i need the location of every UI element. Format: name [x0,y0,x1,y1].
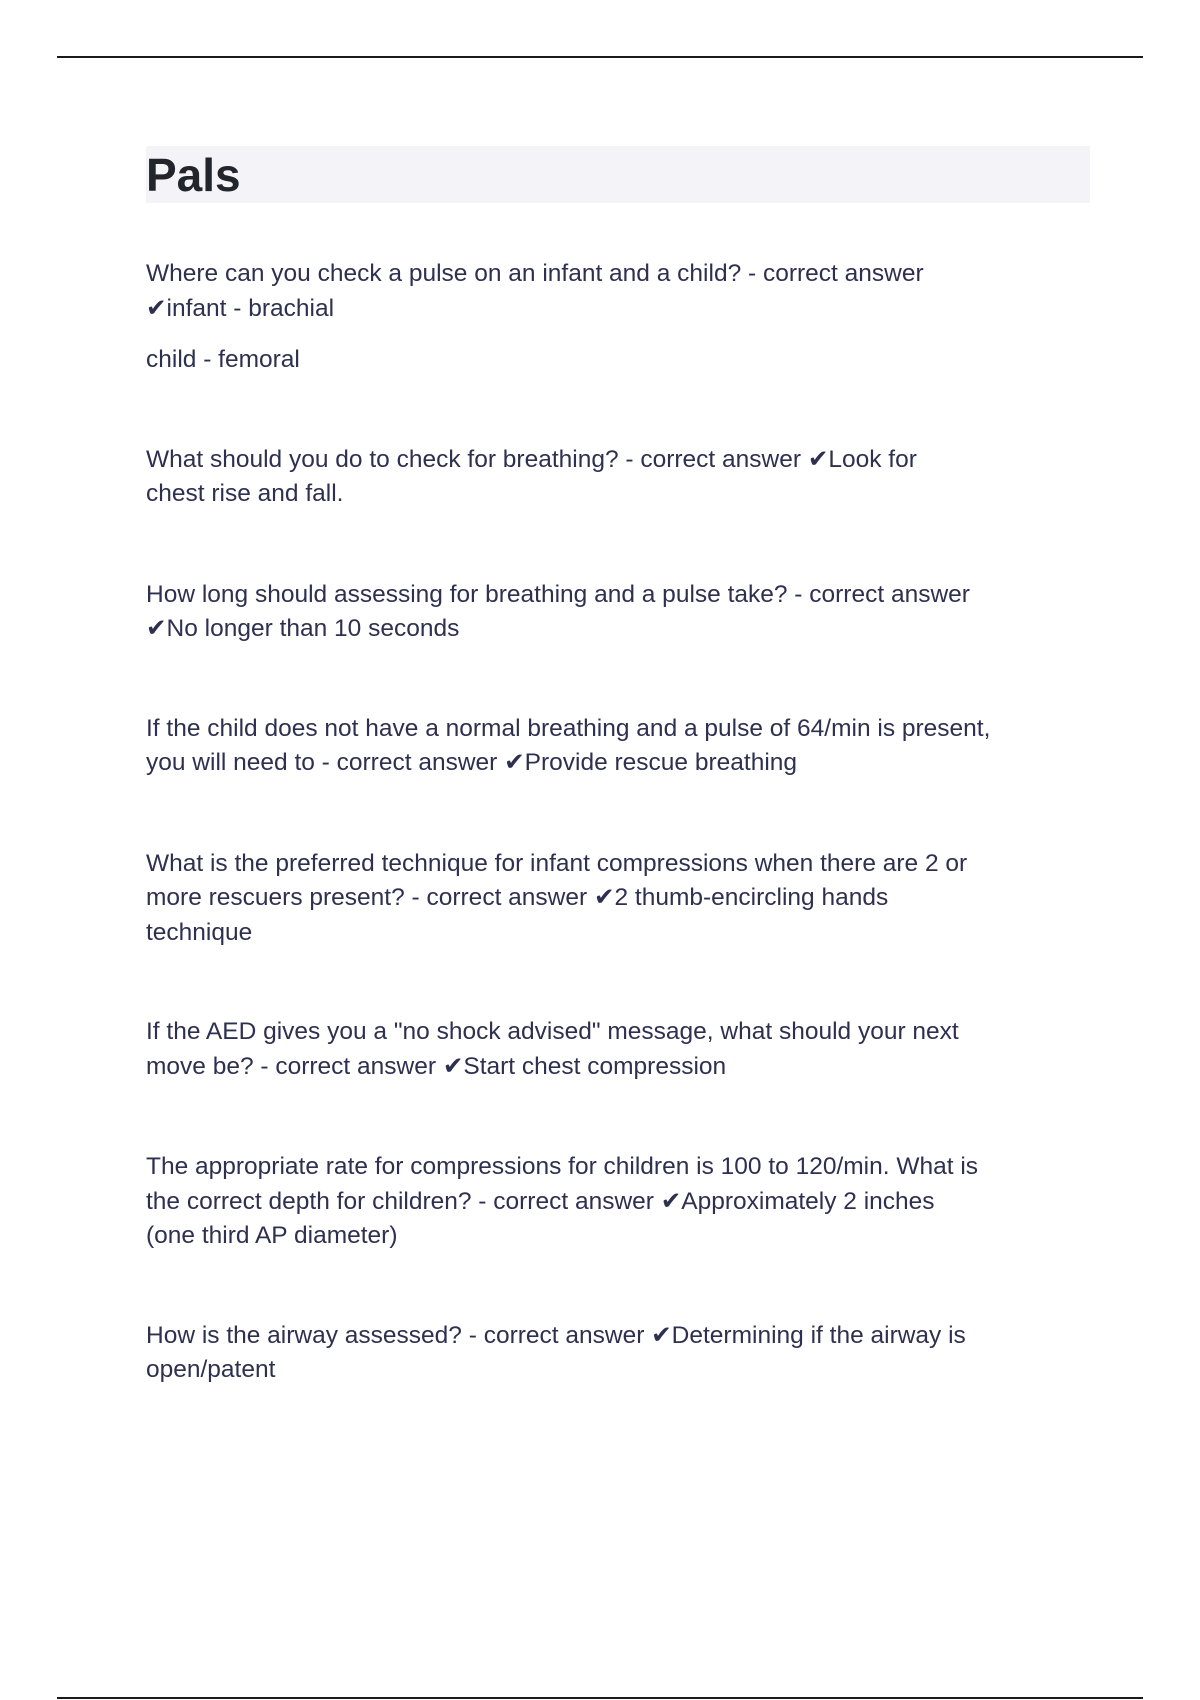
qa-text: If the child does not have a normal breathing and a pulse of 64/min is present, you will need to - correct answer ✔Provide rescue breathing [146,714,991,776]
qa-text: Where can you check a pulse on an infant and a child? - correct answer ✔infant - brachial [146,260,924,322]
qa-item [146,578,1090,647]
qa-item [146,257,1090,378]
page-title: Pals [146,148,241,201]
qa-item [146,1015,1090,1084]
top-rule [57,56,1143,58]
qa-item [146,1150,1090,1254]
qa-item [146,1319,1090,1388]
qa-text: What is the preferred technique for infant compressions when there are 2 or more rescuers present? - correct answer ✔2 thumb-encircling hands technique [146,849,968,946]
title-bar [146,146,1090,203]
bottom-rule [57,1697,1143,1699]
qa-text: If the AED gives you a "no shock advised" message, what should your next move be? - correct answer ✔Start chest compression [146,1018,959,1080]
qa-item [146,443,1090,512]
qa-item [146,847,1090,951]
qa-text: The appropriate rate for compressions for children is 100 to 120/min. What is the correct depth for children? - correct answer ✔Approximately 2 inches (one third AP diameter) [146,1153,979,1249]
document-body [146,146,1090,1388]
qa-text: How long should assessing for breathing and a pulse take? - correct answer ✔No longer than 10 seconds [146,580,970,642]
qa-text: How is the airway assessed? - correct answer ✔Determining if the airway is open/patent [146,1321,966,1383]
qa-item [146,712,1090,781]
qa-text: What should you do to check for breathing? - correct answer ✔Look for chest rise and fall. [146,445,917,507]
qa-extra: child - femoral [146,346,300,373]
